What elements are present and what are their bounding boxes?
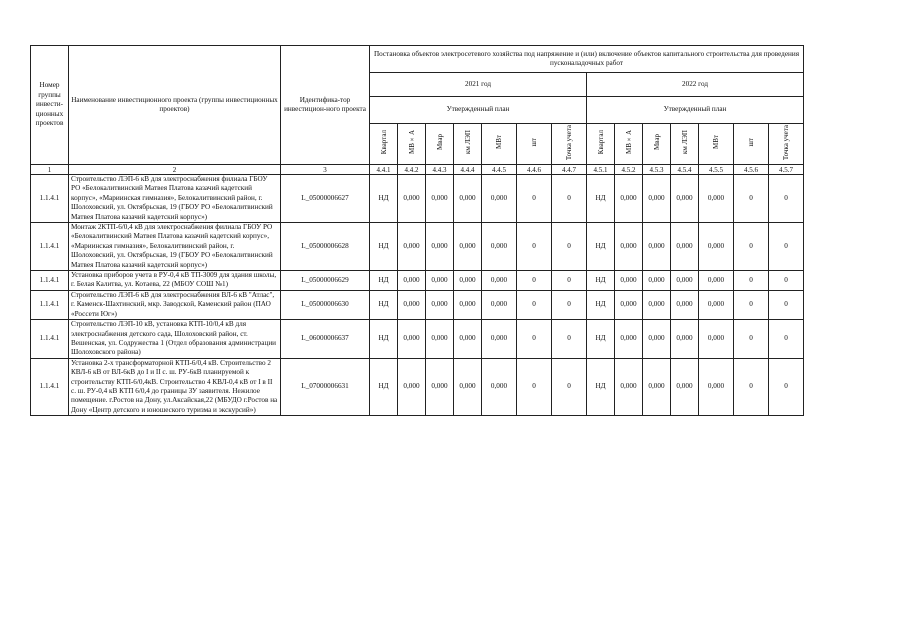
group-cell: 1.1.4.1 — [31, 290, 69, 319]
value-cell: 0 — [517, 290, 552, 319]
year-2021-header: 2021 год — [370, 73, 587, 97]
value-cell: 0,000 — [699, 358, 734, 415]
value-cell: 0,000 — [699, 290, 734, 319]
value-cell: 0,000 — [615, 175, 643, 223]
value-cell: 0,000 — [482, 271, 517, 291]
value-cell: НД — [370, 320, 398, 359]
value-cell: 0,000 — [482, 175, 517, 223]
unit-header: Квартал — [587, 124, 615, 165]
value-cell: НД — [370, 175, 398, 223]
value-cell: НД — [587, 271, 615, 291]
value-cell: 0,000 — [398, 223, 426, 271]
column-number: 3 — [281, 165, 370, 175]
plan-2021-header: Утвержденный план — [370, 97, 587, 124]
investment-table — [30, 45, 804, 416]
unit-header: км ЛЭП — [671, 124, 699, 165]
identifier-cell: L_07000006631 — [281, 358, 370, 415]
value-cell: НД — [587, 320, 615, 359]
value-cell: 0,000 — [482, 290, 517, 319]
value-cell: 0,000 — [482, 358, 517, 415]
span-title-header: Постановка объектов электросетевого хозяйства под напряжение и (или) включение объектов капитального строительства для проведения пусконаладочных работ — [370, 46, 804, 73]
value-cell: 0 — [517, 223, 552, 271]
value-cell: 0,000 — [643, 271, 671, 291]
identifier-cell: L_05000006628 — [281, 223, 370, 271]
value-cell: 0 — [734, 358, 769, 415]
value-cell: 0,000 — [398, 271, 426, 291]
value-cell: НД — [370, 271, 398, 291]
project-name-cell: Установка приборов учета в РУ-0,4 кВ ТП-3009 для здания школы, г. Белая Калитва, ул. Котаева, 22 (МБОУ СОШ №1) — [69, 271, 281, 291]
group-no-header: Номер группы инвести-ционных проектов — [31, 46, 69, 165]
value-cell: НД — [370, 223, 398, 271]
column-number: 4.4.7 — [552, 165, 587, 175]
column-number: 4.5.3 — [643, 165, 671, 175]
project-name-cell: Строительство ЛЭП-6 кВ для электроснабжения ВЛ-6 кВ "Атлас", г. Каменск-Шахтинский, мкр. Заводской, Каменский район (ПАО «Россети Юг») — [69, 290, 281, 319]
value-cell: 0,000 — [398, 358, 426, 415]
value-cell: 0,000 — [426, 175, 454, 223]
value-cell: 0 — [769, 271, 804, 291]
group-cell: 1.1.4.1 — [31, 223, 69, 271]
value-cell: НД — [370, 290, 398, 319]
unit-header: Мвар — [426, 124, 454, 165]
project-name-cell: Монтаж 2КТП-6/0,4 кВ для электроснабжения филиала ГБОУ РО «Белокалитвинский Матвея Платова казачий кадетский корпус», «Мариинская гимназия», Белокалитвинский район, г. Шолоховский, ул. Октябрьская, 19 (ГБОУ РО «Белокалитвинский Матвея Платова казачий кадетский корпус») — [69, 223, 281, 271]
value-cell: 0 — [734, 223, 769, 271]
value-cell: 0 — [769, 175, 804, 223]
value-cell: 0 — [769, 223, 804, 271]
value-cell: 0,000 — [398, 175, 426, 223]
value-cell: 0,000 — [615, 290, 643, 319]
table-row — [31, 320, 804, 359]
value-cell: 0,000 — [398, 290, 426, 319]
column-number: 4.5.1 — [587, 165, 615, 175]
value-cell: 0,000 — [454, 175, 482, 223]
value-cell: 0,000 — [454, 358, 482, 415]
value-cell: 0,000 — [643, 175, 671, 223]
column-number: 4.5.4 — [671, 165, 699, 175]
value-cell: 0 — [517, 175, 552, 223]
column-number: 2 — [69, 165, 281, 175]
value-cell: НД — [587, 223, 615, 271]
value-cell: 0 — [552, 358, 587, 415]
value-cell: НД — [587, 358, 615, 415]
value-cell: 0,000 — [643, 358, 671, 415]
document-page — [30, 45, 804, 416]
table-row — [31, 290, 804, 319]
identifier-header: Идентифика-тор инвестицион-ного проекта — [281, 46, 370, 165]
unit-header: шт — [734, 124, 769, 165]
value-cell: 0 — [517, 271, 552, 291]
project-name-cell: Установка 2-х трансформаторной КТП-6/0,4 кВ. Строительство 2 КВЛ-6 кВ от ВЛ-6кВ до I и II с. ш. РУ-6кВ планируемой к строительству КТП-6/0,4кВ. Строительство 4 КВЛ-0,4 кВ от I в II с. ш. РУ-0,4 кВ КТП 6/0,4 до границы ЗУ заявителя. Нежилое помещение. г.Ростов на Дону, ул.Аксайская,22 (МБУДО г.Ростов на Дону «Центр детского и юношеского туризма и экскурсий») — [69, 358, 281, 415]
project-name-cell: Строительство ЛЭП-6 кВ для электроснабжения филиала ГБОУ РО «Белокалитвинский Матвея Платова казачий кадетский корпус», «Мариинская гимназия», Белокалитвинский район, г. Шолоховский, ул. Октябрьская, 19 (ГБОУ РО «Белокалитвинский Матвея Платова казачий кадетский корпус») — [69, 175, 281, 223]
value-cell: 0,000 — [671, 290, 699, 319]
value-cell: НД — [370, 358, 398, 415]
unit-header: МВт — [482, 124, 517, 165]
value-cell: 0,000 — [643, 223, 671, 271]
value-cell: 0,000 — [454, 290, 482, 319]
value-cell: 0 — [734, 175, 769, 223]
identifier-cell: L_06000006637 — [281, 320, 370, 359]
value-cell: 0 — [552, 223, 587, 271]
value-cell: 0,000 — [615, 223, 643, 271]
value-cell: 0,000 — [671, 175, 699, 223]
unit-header: Точка учета — [552, 124, 587, 165]
value-cell: 0,000 — [615, 271, 643, 291]
value-cell: 0 — [517, 320, 552, 359]
identifier-cell: L_05000006630 — [281, 290, 370, 319]
identifier-cell: L_05000006629 — [281, 271, 370, 291]
column-number: 4.4.3 — [426, 165, 454, 175]
group-cell: 1.1.4.1 — [31, 320, 69, 359]
value-cell: 0,000 — [699, 175, 734, 223]
unit-header: км ЛЭП — [454, 124, 482, 165]
value-cell: 0,000 — [482, 223, 517, 271]
group-cell: 1.1.4.1 — [31, 175, 69, 223]
value-cell: 0,000 — [699, 320, 734, 359]
column-number: 4.4.2 — [398, 165, 426, 175]
table-row — [31, 223, 804, 271]
identifier-cell: L_05000006627 — [281, 175, 370, 223]
column-number: 4.4.1 — [370, 165, 398, 175]
unit-header: Точка учета — [769, 124, 804, 165]
value-cell: 0,000 — [426, 358, 454, 415]
value-cell: 0 — [769, 290, 804, 319]
value-cell: 0 — [769, 320, 804, 359]
value-cell: НД — [587, 290, 615, 319]
table-row — [31, 271, 804, 291]
value-cell: 0,000 — [426, 290, 454, 319]
value-cell: 0,000 — [482, 320, 517, 359]
unit-header: МВ×А — [615, 124, 643, 165]
value-cell: 0,000 — [643, 290, 671, 319]
value-cell: 0 — [769, 358, 804, 415]
column-number: 4.5.2 — [615, 165, 643, 175]
value-cell: 0,000 — [643, 320, 671, 359]
value-cell: 0 — [552, 271, 587, 291]
unit-header: Мвар — [643, 124, 671, 165]
unit-header: МВ×А — [398, 124, 426, 165]
table-row — [31, 175, 804, 223]
unit-header: МВт — [699, 124, 734, 165]
value-cell: 0 — [734, 271, 769, 291]
value-cell: 0 — [552, 320, 587, 359]
value-cell: 0 — [734, 290, 769, 319]
project-name-cell: Строительство ЛЭП-10 кВ, установка КТП-10/0,4 кВ для электроснабжения детского сада, Шолоховский район, ст. Вешенская, ул. Содружества 1 (Отдел образования администрации Шолоховского района) — [69, 320, 281, 359]
value-cell: 0 — [734, 320, 769, 359]
unit-header: шт — [517, 124, 552, 165]
column-number: 1 — [31, 165, 69, 175]
column-number: 4.4.6 — [517, 165, 552, 175]
value-cell: 0,000 — [398, 320, 426, 359]
value-cell: 0,000 — [426, 223, 454, 271]
group-cell: 1.1.4.1 — [31, 271, 69, 291]
unit-header: Квартал — [370, 124, 398, 165]
value-cell: НД — [587, 175, 615, 223]
table-row — [31, 358, 804, 415]
group-cell: 1.1.4.1 — [31, 358, 69, 415]
value-cell: 0,000 — [454, 271, 482, 291]
value-cell: 0,000 — [454, 320, 482, 359]
value-cell: 0,000 — [426, 320, 454, 359]
value-cell: 0,000 — [671, 223, 699, 271]
value-cell: 0,000 — [671, 358, 699, 415]
plan-2022-header: Утвержденный план — [587, 97, 804, 124]
column-number: 4.5.5 — [699, 165, 734, 175]
value-cell: 0,000 — [615, 358, 643, 415]
value-cell: 0 — [517, 358, 552, 415]
project-name-header: Наименование инвестиционного проекта (группы инвестиционных проектов) — [69, 46, 281, 165]
value-cell: 0 — [552, 175, 587, 223]
value-cell: 0,000 — [671, 320, 699, 359]
value-cell: 0 — [552, 290, 587, 319]
value-cell: 0,000 — [671, 271, 699, 291]
column-number: 4.4.5 — [482, 165, 517, 175]
value-cell: 0,000 — [699, 223, 734, 271]
value-cell: 0,000 — [454, 223, 482, 271]
column-number: 4.5.7 — [769, 165, 804, 175]
column-number: 4.4.4 — [454, 165, 482, 175]
year-2022-header: 2022 год — [587, 73, 804, 97]
value-cell: 0,000 — [615, 320, 643, 359]
value-cell: 0,000 — [699, 271, 734, 291]
column-number: 4.5.6 — [734, 165, 769, 175]
value-cell: 0,000 — [426, 271, 454, 291]
